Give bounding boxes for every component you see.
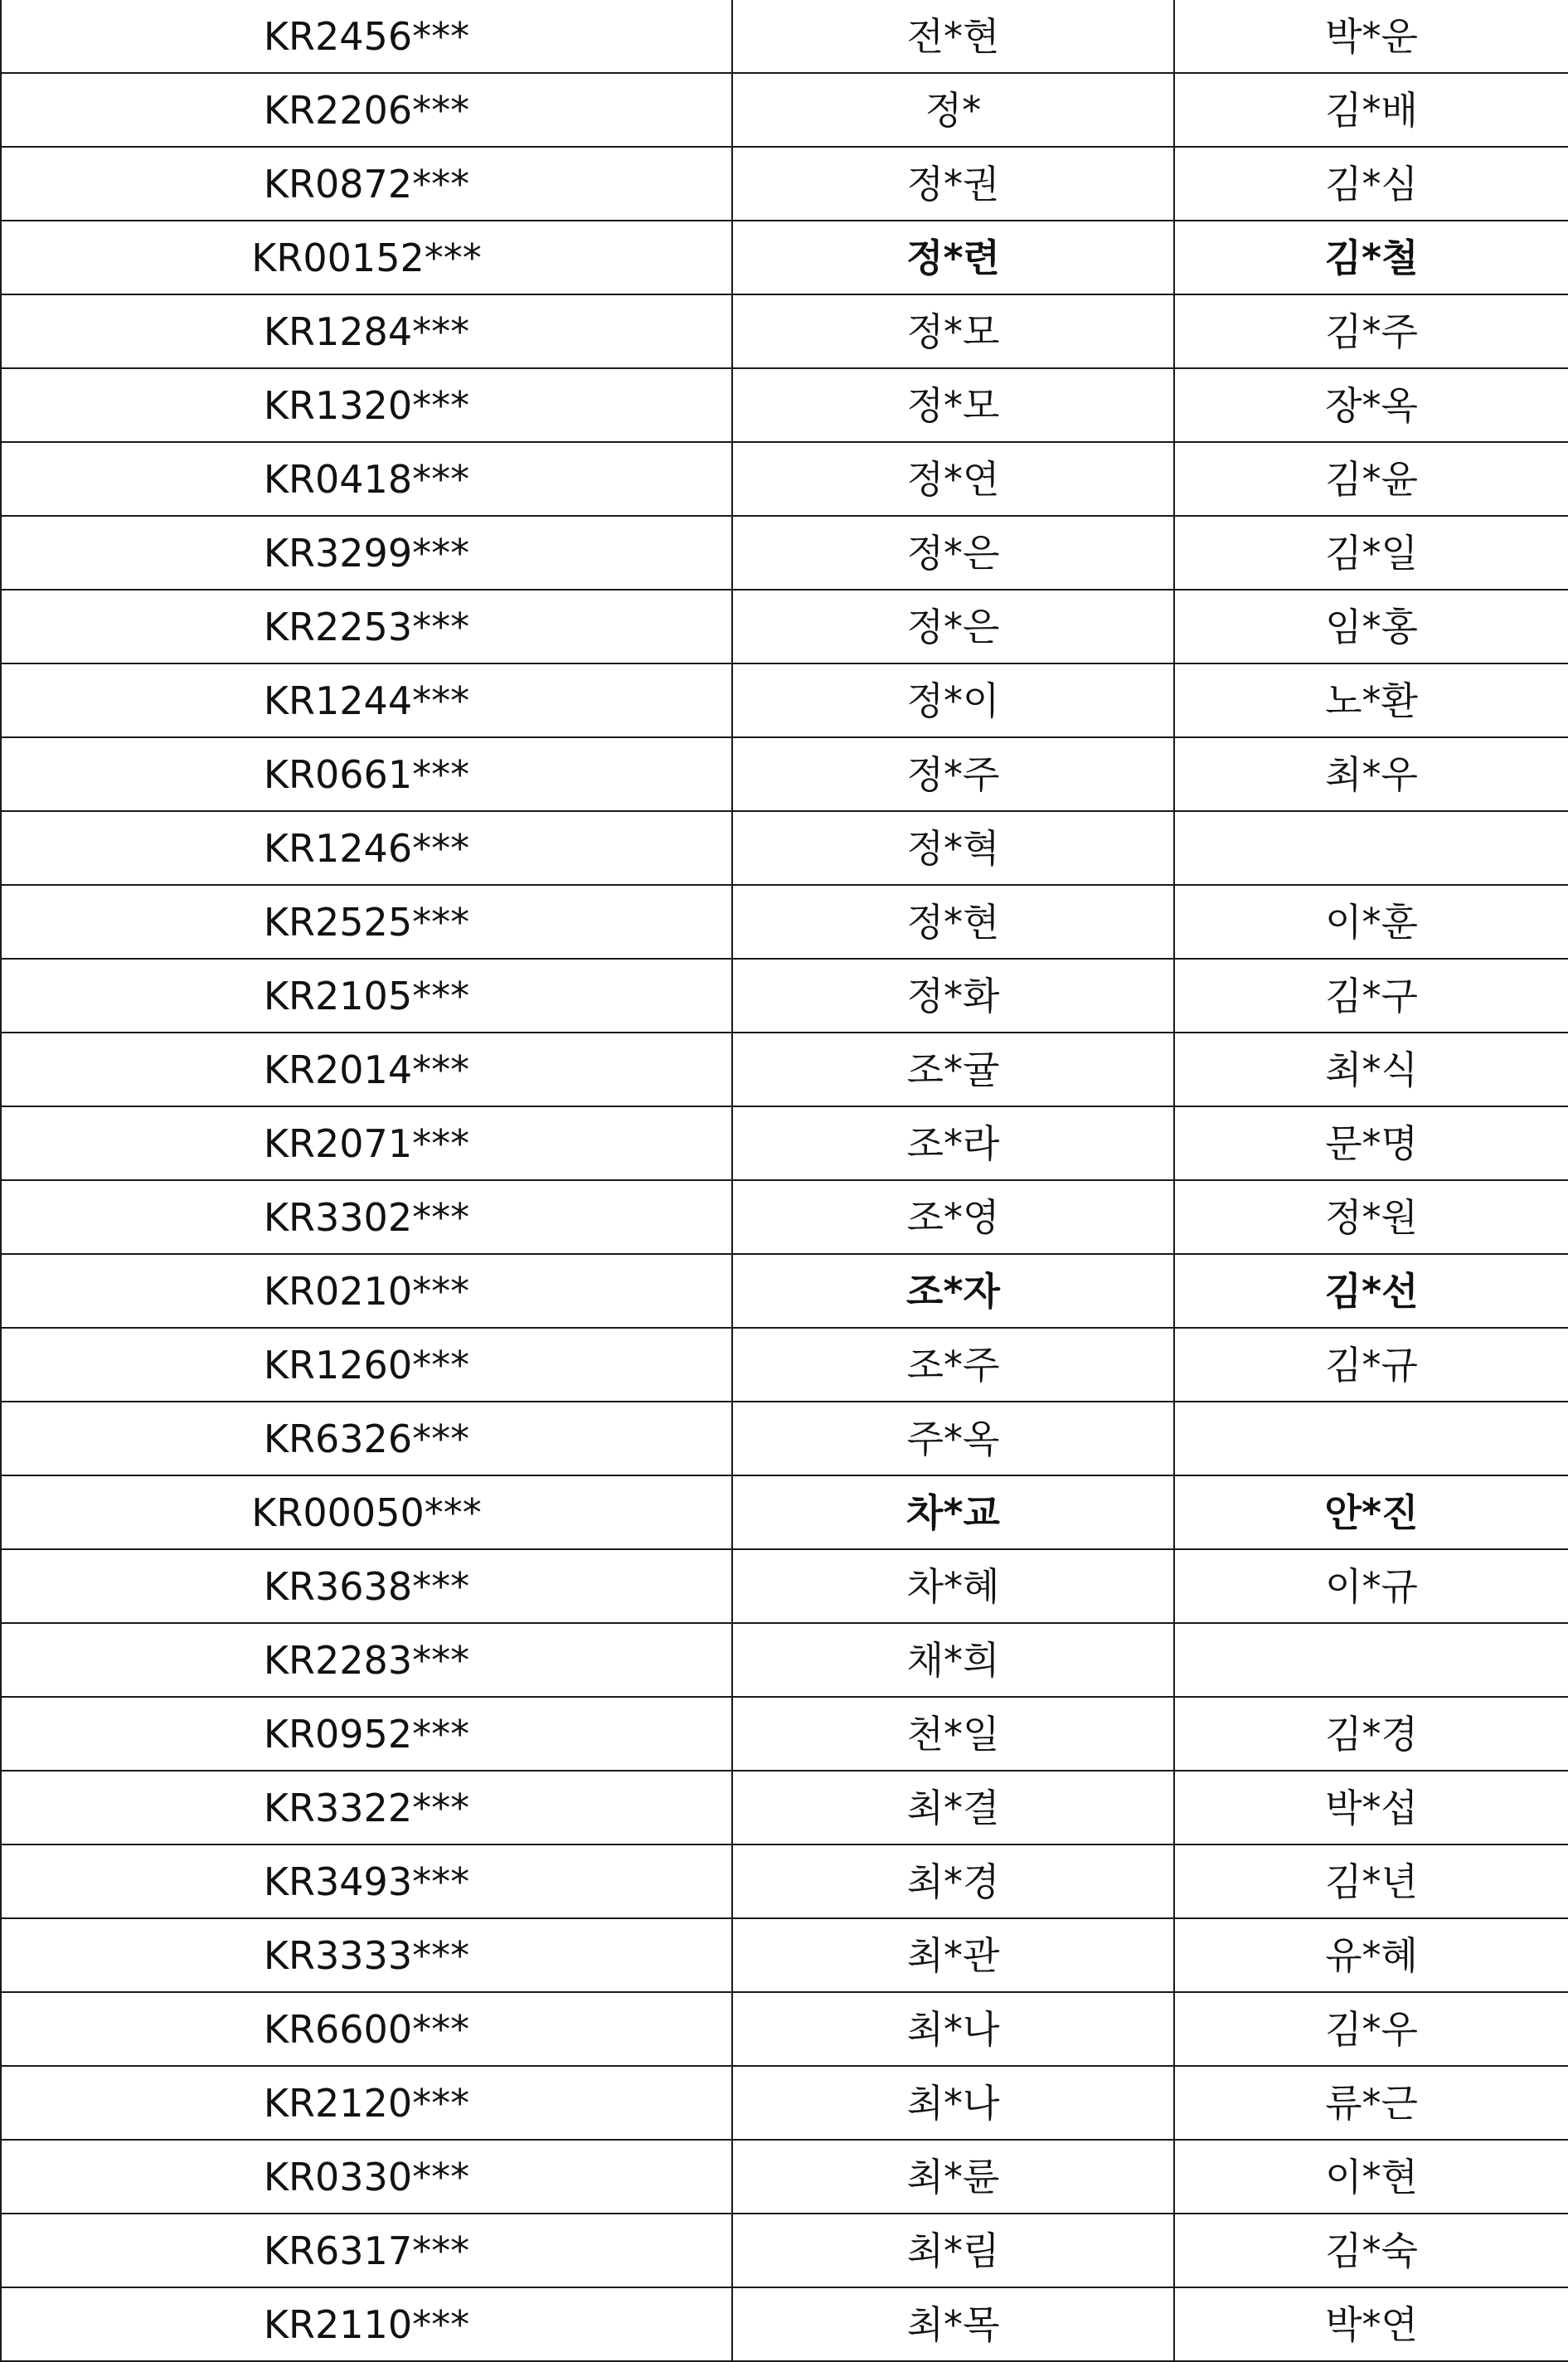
id-cell: KR3333*** — [1, 1918, 732, 1992]
id-cell: KR6600*** — [1, 1992, 732, 2066]
id-cell: KR3299*** — [1, 516, 732, 590]
name-cell: 최*결 — [732, 1771, 1174, 1844]
id-cell: KR00152*** — [1, 221, 732, 294]
id-cell: KR0210*** — [1, 1254, 732, 1328]
id-cell: KR1260*** — [1, 1328, 732, 1402]
related-name-cell: 이*현 — [1174, 2140, 1568, 2214]
related-name-cell: 김*구 — [1174, 959, 1568, 1033]
table-row — [1, 221, 1568, 294]
table-row — [1, 1328, 1568, 1402]
table-row — [1, 1992, 1568, 2066]
id-cell: KR2110*** — [1, 2287, 732, 2361]
related-name-cell: 김*주 — [1174, 294, 1568, 368]
name-cell: 최*목 — [732, 2287, 1174, 2361]
name-cell: 조*자 — [732, 1254, 1174, 1328]
name-cell: 최*륜 — [732, 2140, 1174, 2214]
name-cell: 정*은 — [732, 590, 1174, 663]
id-cell: KR2206*** — [1, 73, 732, 147]
id-cell: KR2253*** — [1, 590, 732, 663]
related-name-cell: 이*훈 — [1174, 885, 1568, 959]
id-cell: KR1244*** — [1, 663, 732, 737]
table-row — [1, 1623, 1568, 1697]
related-name-cell: 임*홍 — [1174, 590, 1568, 663]
related-name-cell: 김*숙 — [1174, 2214, 1568, 2287]
name-cell: 천*일 — [732, 1697, 1174, 1771]
related-name-cell: 안*진 — [1174, 1475, 1568, 1549]
name-cell: 조*귤 — [732, 1033, 1174, 1106]
table-row — [1, 1771, 1568, 1844]
id-cell: KR0872*** — [1, 147, 732, 221]
related-name-cell: 김*윤 — [1174, 442, 1568, 516]
table-row — [1, 1106, 1568, 1180]
name-cell: 차*혜 — [732, 1549, 1174, 1623]
table-row — [1, 516, 1568, 590]
table-row — [1, 1180, 1568, 1254]
name-cell: 정*연 — [732, 442, 1174, 516]
name-cell: 정*모 — [732, 294, 1174, 368]
related-name-cell: 정*원 — [1174, 1180, 1568, 1254]
related-name-cell — [1174, 1623, 1568, 1697]
id-cell: KR2014*** — [1, 1033, 732, 1106]
id-cell: KR6317*** — [1, 2214, 732, 2287]
table-row — [1, 442, 1568, 516]
table-row — [1, 1697, 1568, 1771]
name-cell: 조*라 — [732, 1106, 1174, 1180]
related-name-cell: 김*일 — [1174, 516, 1568, 590]
id-cell: KR2105*** — [1, 959, 732, 1033]
name-cell: 최*관 — [732, 1918, 1174, 1992]
name-cell: 정*화 — [732, 959, 1174, 1033]
name-cell: 최*나 — [732, 2066, 1174, 2140]
id-cell: KR3302*** — [1, 1180, 732, 1254]
name-cell: 전*현 — [732, 0, 1174, 73]
table-row — [1, 294, 1568, 368]
name-cell: 정*련 — [732, 221, 1174, 294]
table-row — [1, 0, 1568, 73]
name-cell: 조*영 — [732, 1180, 1174, 1254]
name-cell: 정*권 — [732, 147, 1174, 221]
table-row — [1, 811, 1568, 885]
related-name-cell: 장*옥 — [1174, 368, 1568, 442]
related-name-cell: 김*규 — [1174, 1328, 1568, 1402]
related-name-cell: 김*경 — [1174, 1697, 1568, 1771]
id-cell: KR0952*** — [1, 1697, 732, 1771]
related-name-cell — [1174, 811, 1568, 885]
related-name-cell: 김*년 — [1174, 1844, 1568, 1918]
table-row — [1, 147, 1568, 221]
id-cell: KR2071*** — [1, 1106, 732, 1180]
related-name-cell — [1174, 1402, 1568, 1475]
roster-table-body — [1, 0, 1568, 2361]
related-name-cell: 이*규 — [1174, 1549, 1568, 1623]
id-cell: KR1284*** — [1, 294, 732, 368]
related-name-cell: 문*명 — [1174, 1106, 1568, 1180]
name-cell: 정*모 — [732, 368, 1174, 442]
table-row — [1, 2214, 1568, 2287]
related-name-cell: 박*연 — [1174, 2287, 1568, 2361]
table-row — [1, 737, 1568, 811]
name-cell: 정*현 — [732, 885, 1174, 959]
related-name-cell: 김*심 — [1174, 147, 1568, 221]
table-row — [1, 663, 1568, 737]
table-row — [1, 1918, 1568, 1992]
name-cell: 최*나 — [732, 1992, 1174, 2066]
id-cell: KR3322*** — [1, 1771, 732, 1844]
table-row — [1, 959, 1568, 1033]
id-cell: KR3638*** — [1, 1549, 732, 1623]
id-cell: KR0661*** — [1, 737, 732, 811]
related-name-cell: 유*혜 — [1174, 1918, 1568, 1992]
name-cell: 정*이 — [732, 663, 1174, 737]
id-cell: KR2120*** — [1, 2066, 732, 2140]
name-cell: 조*주 — [732, 1328, 1174, 1402]
name-cell: 주*옥 — [732, 1402, 1174, 1475]
name-cell: 채*희 — [732, 1623, 1174, 1697]
id-cell: KR2525*** — [1, 885, 732, 959]
related-name-cell: 김*배 — [1174, 73, 1568, 147]
table-row — [1, 1254, 1568, 1328]
table-row — [1, 368, 1568, 442]
table-row — [1, 590, 1568, 663]
related-name-cell: 노*환 — [1174, 663, 1568, 737]
id-cell: KR3493*** — [1, 1844, 732, 1918]
table-row — [1, 73, 1568, 147]
name-cell: 최*림 — [732, 2214, 1174, 2287]
id-cell: KR1320*** — [1, 368, 732, 442]
related-name-cell: 김*선 — [1174, 1254, 1568, 1328]
id-cell: KR2456*** — [1, 0, 732, 73]
name-cell: 차*교 — [732, 1475, 1174, 1549]
name-cell: 정* — [732, 73, 1174, 147]
table-row — [1, 2066, 1568, 2140]
id-cell: KR0418*** — [1, 442, 732, 516]
name-cell: 정*혁 — [732, 811, 1174, 885]
table-row — [1, 1475, 1568, 1549]
related-name-cell: 박*운 — [1174, 0, 1568, 73]
table-row — [1, 1549, 1568, 1623]
name-cell: 정*은 — [732, 516, 1174, 590]
related-name-cell: 최*식 — [1174, 1033, 1568, 1106]
id-cell: KR1246*** — [1, 811, 732, 885]
id-cell: KR0330*** — [1, 2140, 732, 2214]
id-cell: KR00050*** — [1, 1475, 732, 1549]
table-row — [1, 885, 1568, 959]
related-name-cell: 최*우 — [1174, 737, 1568, 811]
related-name-cell: 박*섭 — [1174, 1771, 1568, 1844]
table-row — [1, 2287, 1568, 2361]
related-name-cell: 김*철 — [1174, 221, 1568, 294]
name-cell: 최*경 — [732, 1844, 1174, 1918]
table-row — [1, 1033, 1568, 1106]
table-row — [1, 2140, 1568, 2214]
table-row — [1, 1402, 1568, 1475]
name-cell: 정*주 — [732, 737, 1174, 811]
table-row — [1, 1844, 1568, 1918]
id-cell: KR6326*** — [1, 1402, 732, 1475]
related-name-cell: 김*우 — [1174, 1992, 1568, 2066]
related-name-cell: 류*근 — [1174, 2066, 1568, 2140]
id-cell: KR2283*** — [1, 1623, 732, 1697]
